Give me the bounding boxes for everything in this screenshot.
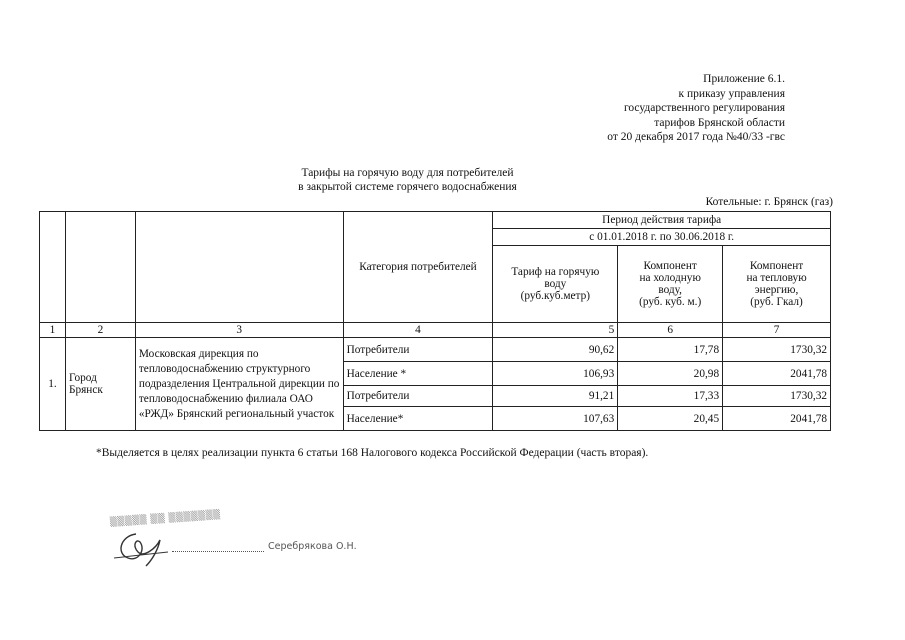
authority-region: тарифов Брянской области bbox=[654, 116, 785, 129]
order-date: от 20 декабря 2017 года №40/33 -гвс bbox=[607, 131, 785, 143]
cold-cell: 20,45 bbox=[618, 407, 723, 431]
cold-cell: 17,33 bbox=[618, 386, 723, 407]
header-heat-line-4: (руб. Гкал) bbox=[750, 296, 803, 308]
heat-cell: 2041,78 bbox=[723, 362, 831, 386]
row-city bbox=[65, 338, 135, 431]
signature-icon bbox=[108, 520, 178, 570]
category-cell: Потребители bbox=[343, 338, 493, 362]
tariff-cell: 91,21 bbox=[493, 386, 618, 407]
col-num-6: 6 bbox=[618, 323, 723, 338]
header-heat bbox=[723, 246, 831, 323]
header-tariff-line-1: Тариф на горячую bbox=[511, 266, 600, 278]
col-num-4: 4 bbox=[343, 323, 493, 338]
document-header bbox=[607, 72, 785, 145]
header-cold bbox=[618, 246, 723, 323]
tariff-cell: 107,63 bbox=[493, 407, 618, 431]
header-cold-line-4: (руб. куб. м.) bbox=[639, 296, 702, 308]
header-cold-line-1: Компонент bbox=[643, 260, 697, 272]
col-num-5: 5 bbox=[493, 323, 618, 338]
header-row-1 bbox=[40, 212, 831, 229]
authority-name: государственного регулирования bbox=[623, 102, 785, 114]
row-city-line-1: Город bbox=[68, 372, 97, 384]
col-num-7: 7 bbox=[723, 323, 831, 338]
header-heat-line-3: энергию, bbox=[754, 284, 799, 296]
row-number: 1. bbox=[40, 338, 66, 431]
header-heat-line-2: на тепловую bbox=[746, 272, 807, 284]
category-cell: Население* bbox=[343, 407, 493, 431]
column-number-row bbox=[40, 323, 831, 338]
appendix-label: Приложение 6.1. bbox=[703, 73, 785, 85]
header-tariff-line-3: (руб.куб.метр) bbox=[520, 290, 590, 302]
header-dates: с 01.01.2018 г. по 30.06.2018 г. bbox=[493, 229, 831, 246]
signature-block bbox=[100, 500, 357, 570]
header-cold-line-2: на холодную bbox=[639, 272, 701, 284]
tariff-cell: 90,62 bbox=[493, 338, 618, 362]
boiler-label: Котельные: г. Брянск (газ) bbox=[705, 196, 833, 208]
tariff-cell: 106,93 bbox=[493, 362, 618, 386]
document-title bbox=[0, 166, 905, 194]
heat-cell: 2041,78 bbox=[723, 407, 831, 431]
cold-cell: 20,98 bbox=[618, 362, 723, 386]
header-tariff-line-2: воду bbox=[544, 278, 567, 290]
tariff-table bbox=[39, 211, 831, 431]
stamp-mark: ▒▒▒▒▒ ▒▒ ▒▒▒▒▒▒▒ bbox=[109, 510, 221, 528]
table-row bbox=[40, 338, 831, 362]
row-organization: Московская дирекция по тепловодоснабжению структурного подразделения Центральной дирекции по тепловодоснабжению филиала ОАО «РЖД» Брянский региональный участок bbox=[135, 338, 343, 431]
header-period: Период действия тарифа bbox=[493, 212, 831, 229]
header-tariff bbox=[493, 246, 618, 323]
signature-line bbox=[172, 551, 264, 552]
header-category: Категория потребителей bbox=[343, 212, 493, 323]
title-line-2: в закрытой системе горячего водоснабжения bbox=[298, 181, 517, 193]
header-cell-empty-3 bbox=[135, 212, 343, 323]
header-cell-empty-1 bbox=[40, 212, 66, 323]
header-heat-line-1: Компонент bbox=[749, 260, 804, 272]
title-line-1: Тарифы на горячую воду для потребителей bbox=[301, 167, 514, 179]
cold-cell: 17,78 bbox=[618, 338, 723, 362]
heat-cell: 1730,32 bbox=[723, 338, 831, 362]
order-reference: к приказу управления bbox=[678, 87, 785, 100]
category-cell: Потребители bbox=[343, 386, 493, 407]
heat-cell: 1730,32 bbox=[723, 386, 831, 407]
row-city-line-2: Брянск bbox=[68, 384, 103, 396]
signer-name: Серебрякова О.Н. bbox=[268, 541, 357, 552]
category-cell: Население * bbox=[343, 362, 493, 386]
header-cell-empty-2 bbox=[65, 212, 135, 323]
header-cold-line-3: воду, bbox=[658, 284, 682, 296]
col-num-3: 3 bbox=[135, 323, 343, 338]
footnote: *Выделяется в целях реализации пункта 6 статьи 168 Налогового кодекса Российской Федерации (часть вторая). bbox=[96, 447, 649, 459]
col-num-1: 1 bbox=[40, 323, 66, 338]
col-num-2: 2 bbox=[65, 323, 135, 338]
